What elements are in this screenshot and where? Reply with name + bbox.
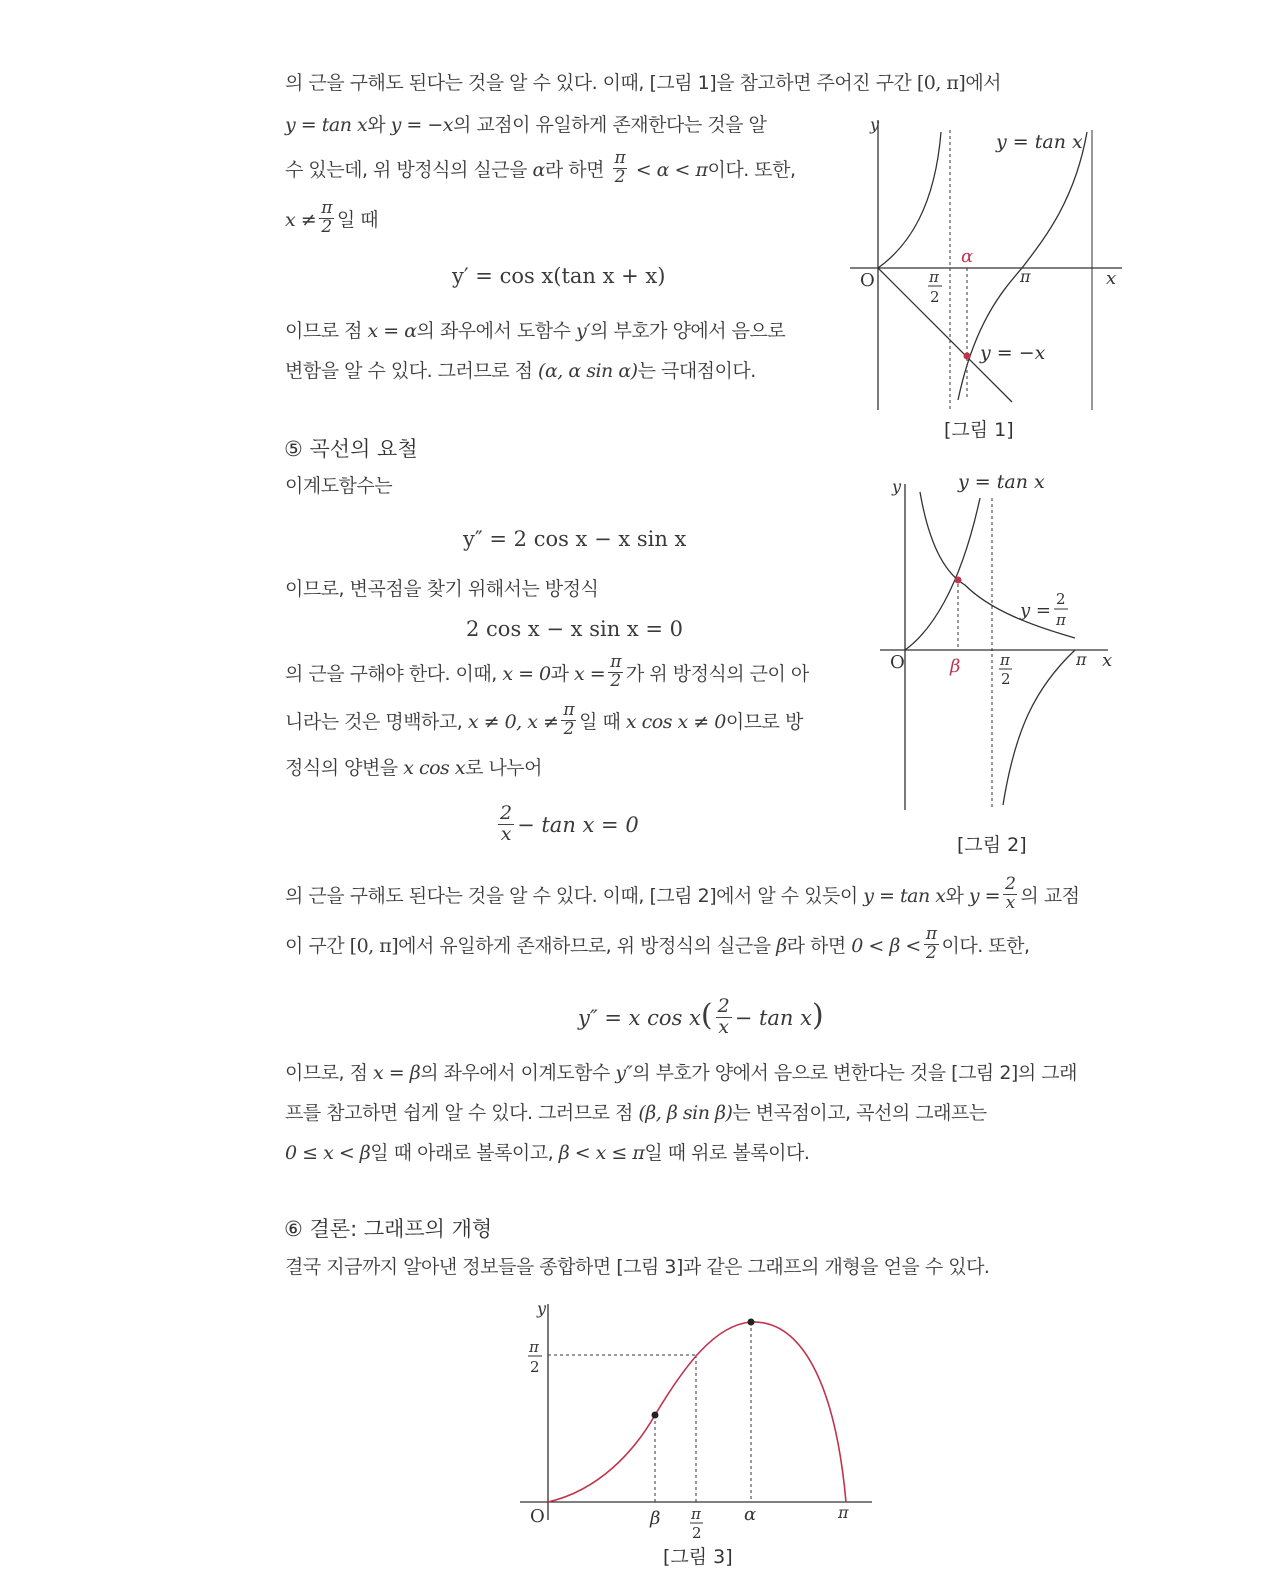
figure-1: [840, 110, 1130, 420]
text: 이므로 방: [725, 710, 803, 733]
tick-label: π: [929, 268, 939, 286]
curve-label: 2: [1056, 590, 1066, 608]
y-axis-label: y: [537, 1299, 547, 1318]
interval: [0, π]: [349, 934, 399, 957]
equation: y″ = 2 cos x − x sin x: [463, 527, 687, 551]
text: 의 근을 구해도 된다는 것을 알 수 있다. 이때, [그림 1]을 참고하면 주어진 구간: [285, 72, 917, 94]
tick-label: 2: [930, 288, 940, 306]
math: x = α: [367, 320, 417, 342]
pi-label: π: [1020, 267, 1031, 286]
math: x cos x ≠ 0: [625, 710, 726, 733]
equation: y″ = x cos x( $\frac{2}{x}$ − tan x): [578, 995, 824, 1038]
neg-x-line: [878, 268, 1012, 402]
math: (β, β sin β): [638, 1102, 733, 1124]
text-line: [285, 198, 379, 239]
math: x ≠ 0, x ≠: [467, 710, 559, 733]
tan-branch-left: [878, 132, 941, 268]
text-line: [285, 652, 809, 693]
fraction: $\frac{\pi}{2}$: [614, 148, 626, 187]
math: < α < π: [630, 158, 708, 181]
text: 는 극대점이다.: [637, 360, 756, 382]
text: 의 부호가 양에서 음으로: [590, 320, 786, 342]
origin-label: O: [890, 652, 905, 673]
text-line: 결국 지금까지 알아낸 정보들을 종합하면 [그림 3]과 같은 그래프의 개형을 얻을 수 있다.: [285, 1256, 990, 1278]
text-line: [285, 74, 1001, 93]
text: 일 때 아래로 볼록이고,: [370, 1142, 559, 1164]
tick-label: π: [691, 1505, 701, 1523]
text: 이다. 또한,: [707, 158, 796, 181]
fraction: $\frac{\pi}{2}$: [925, 924, 937, 963]
equation: 2 cos x − x sin x = 0: [466, 617, 684, 641]
pi-label: π: [1076, 650, 1087, 669]
math: y″: [615, 1062, 633, 1084]
y-axis-label: y: [892, 477, 902, 496]
math: y = −x: [390, 114, 453, 136]
math: x ≠: [285, 208, 317, 231]
text: 로 나누어: [465, 757, 543, 779]
text: 에서: [965, 72, 1002, 94]
pi-label: π: [838, 1503, 849, 1522]
text-line: [285, 874, 1080, 915]
math: β: [776, 934, 787, 957]
tick-label: π: [1000, 651, 1010, 669]
text: 변함을 알 수 있다. 그러므로 점: [285, 360, 539, 382]
text-line: [285, 116, 766, 135]
text: 수 있는데, 위 방정식의 실근을: [285, 158, 533, 181]
tan-branch-right: [1003, 650, 1075, 805]
text: 정식의 양변을: [285, 757, 404, 779]
section-heading: ⑤ 곡선의 요철: [284, 437, 418, 461]
text-line: 이계도함수는: [285, 475, 393, 497]
function-curve: [548, 1322, 846, 1502]
figure-caption: [그림 3]: [663, 1546, 733, 1568]
text: 의 교점이 유일하게 존재한다는 것을 알: [452, 114, 767, 136]
beta-label: β: [650, 1508, 661, 1529]
text: 의 부호가 양에서 음으로 변한다는 것을 [그림 2]의 그래: [632, 1062, 1077, 1084]
alpha-label: α: [961, 246, 974, 267]
equation: y′ = cos x(tan x + x): [452, 264, 666, 288]
alpha-label: α: [744, 1504, 757, 1525]
math: y′: [576, 320, 591, 342]
origin-label: O: [530, 1506, 545, 1527]
text-line: [285, 322, 785, 341]
section-heading: ⑥ 결론: 그래프의 개형: [284, 1217, 493, 1241]
curve-label: y =: [1020, 600, 1051, 621]
figure-2: [870, 470, 1120, 815]
recip-curve: [920, 492, 1075, 638]
line-label: y = −x: [980, 342, 1046, 364]
text-line: 이므로, 변곡점을 찾기 위해서는 방정식: [285, 578, 599, 600]
tick-label: 2: [1001, 670, 1011, 688]
x-axis-label: x: [1102, 650, 1113, 671]
fraction: $\frac{\pi}{2}$: [610, 652, 621, 691]
maximum-point: [748, 1319, 755, 1326]
text-line: [285, 148, 796, 189]
curve-label: π: [1056, 611, 1066, 629]
text: 과: [550, 662, 575, 685]
intersection-point: [955, 577, 962, 584]
curve-label: y = tan x: [996, 131, 1083, 153]
math: y = tan x: [285, 114, 368, 136]
text-line: [285, 924, 1030, 965]
tan-branch-left: [905, 498, 980, 650]
text-line: [285, 1144, 809, 1163]
origin-label: O: [860, 270, 875, 291]
math: (α, α sin α): [538, 360, 638, 382]
text: 라 하면: [544, 158, 610, 181]
text: 니라는 것은 명백하고,: [285, 710, 468, 733]
tick-label: π: [529, 1338, 539, 1356]
math: x =: [574, 662, 606, 685]
interval: [0, π]: [916, 72, 966, 94]
curve-label: y = tan x: [958, 471, 1045, 493]
text: 의 좌우에서 도함수: [416, 320, 576, 342]
text-line: [285, 1104, 987, 1123]
text-line: [285, 1064, 1077, 1083]
math: x = 0: [502, 662, 551, 685]
inflection-point: [652, 1412, 659, 1419]
text: 이므로, 점: [285, 1062, 374, 1084]
math: α: [532, 158, 545, 181]
text: 의 교점: [1020, 884, 1080, 907]
fraction: $\frac{\pi}{2}$: [321, 198, 332, 237]
text: 일 때: [579, 710, 626, 733]
text: 의 근을 구해도 된다는 것을 알 수 있다. 이때, [그림 2]에서 알 수 있듯이: [285, 884, 864, 907]
math: x = β: [373, 1062, 421, 1084]
figure-caption: [그림 2]: [957, 834, 1027, 856]
math: β < x ≤ π: [558, 1142, 645, 1164]
math: x cos x: [403, 757, 466, 779]
math: 0 < β <: [851, 934, 921, 957]
text: 이다. 또한,: [941, 934, 1030, 957]
text: 는 변곡점이고, 곡선의 그래프는: [732, 1102, 987, 1124]
math: y =: [968, 884, 1001, 907]
equation: $\frac{2}{x}$ − tan x = 0: [500, 802, 639, 845]
tick-label: 2: [530, 1358, 540, 1376]
text: 일 때: [336, 208, 379, 231]
beta-label: β: [950, 656, 961, 677]
text: 이 구간: [285, 934, 350, 957]
x-axis-label: x: [1106, 268, 1117, 289]
figure-3: [510, 1290, 880, 1540]
fraction: $\frac{\pi}{2}$: [563, 700, 575, 739]
text: 의 근을 구해야 한다. 이때,: [285, 662, 503, 685]
text: 라 하면: [786, 934, 852, 957]
text: 프를 참고하면 쉽게 알 수 있다. 그러므로 점: [285, 1102, 639, 1124]
text-line: [285, 362, 756, 381]
intersection-point: [964, 353, 971, 360]
math: 0 ≤ x < β: [285, 1142, 371, 1164]
text: 와: [367, 114, 391, 136]
text: 에서 유일하게 존재하므로, 위 방정식의 실근을: [398, 934, 777, 957]
text: 일 때 위로 볼록이다.: [644, 1142, 810, 1164]
y-axis-label: y: [870, 115, 880, 134]
math: y = tan x: [863, 884, 946, 907]
tick-label: 2: [692, 1524, 702, 1542]
text-line: [285, 759, 542, 778]
text: 와: [945, 884, 969, 907]
text: 의 좌우에서 이계도함수: [420, 1062, 616, 1084]
text: 이므로 점: [285, 320, 368, 342]
figure-caption: [그림 1]: [944, 419, 1014, 441]
text: 가 위 방정식의 근이 아: [625, 662, 809, 685]
fraction: $\frac{2}{x}$: [1005, 874, 1016, 913]
text-line: [285, 700, 803, 741]
